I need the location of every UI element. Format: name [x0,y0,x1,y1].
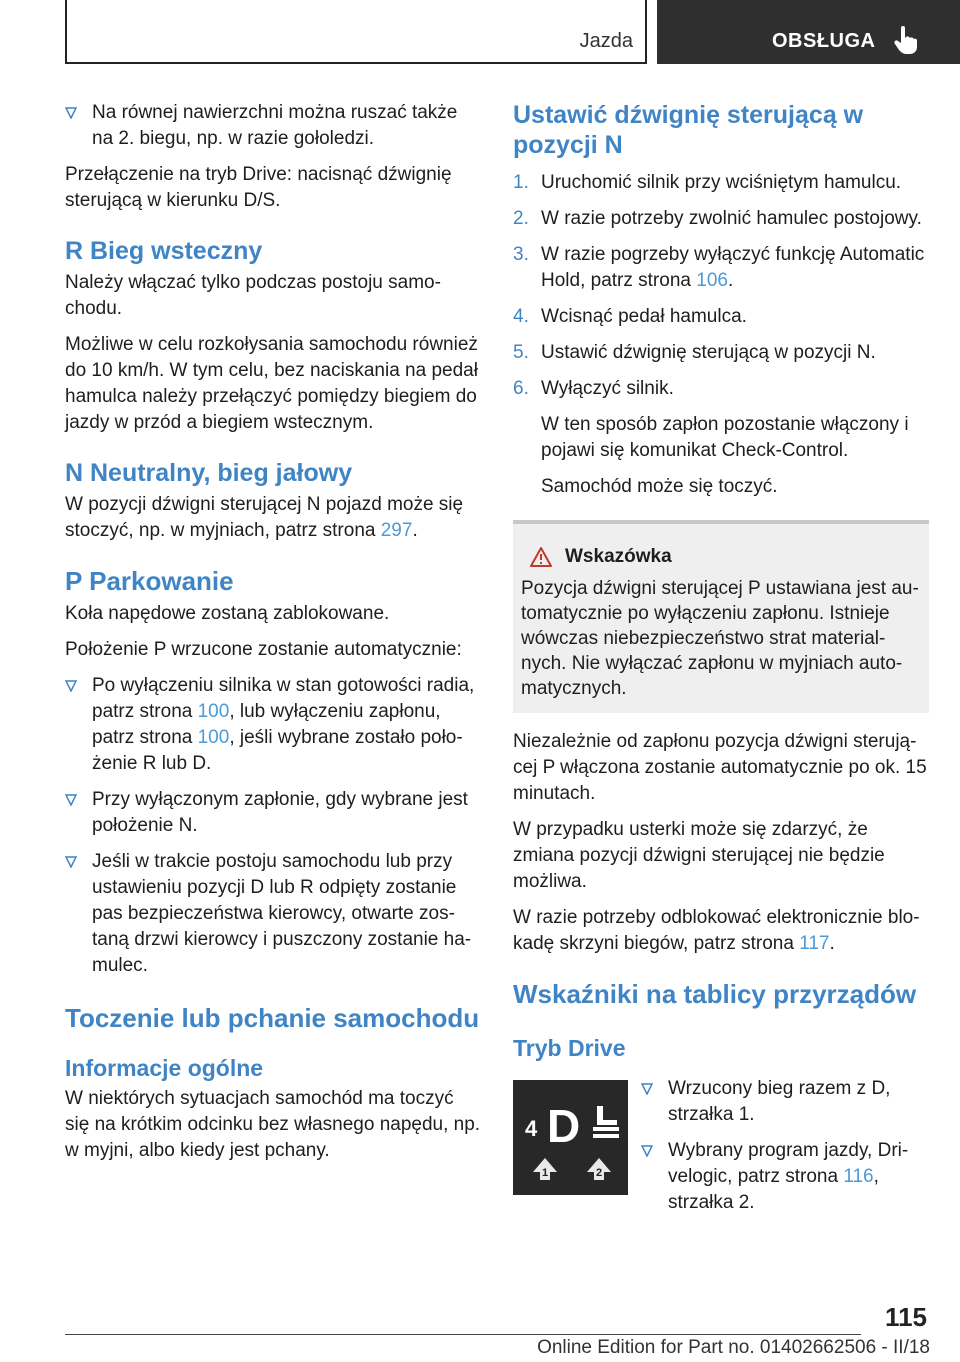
section-heading: Toczenie lub pchanie samochodu [65,1003,480,1033]
arrow-2-icon [587,1158,611,1180]
triangle-bullet-icon [641,1145,653,1157]
gear-number: 4 [525,1116,538,1141]
left-column [65,100,483,1174]
gear-display-graphic [513,1080,628,1195]
section-heading: R Bieg wsteczny [65,237,263,265]
paragraph: Niezależnie od zapłonu pozycja dźwigni sterują-cej P włączona zostanie automatycznie po ok. 15 minutach. [513,731,927,804]
triangle-bullet-icon [641,1083,653,1095]
subsection-heading: Informacje ogólne [65,1055,264,1081]
paragraph: W razie potrzeby odblokować elektronicznie blo-kadę skrzyni biegów, patrz strona 117. [513,907,920,954]
paragraph: Koła napędowe zostaną zablokowane. [65,603,390,624]
list-item: 4. Wcisnąć pedał hamulca. [513,306,747,327]
svg-text:2: 2 [595,1167,603,1179]
page-link[interactable]: 117 [799,933,830,954]
section-heading: Ustawić dźwignię sterującą w pozycji N [513,101,864,159]
svg-text:1: 1 [541,1167,549,1179]
page-link[interactable]: 297 [380,520,413,541]
list-item: Po wyłączeniu silnika w stan gotowości radia, patrz strona 100, lub wyłączeniu zapłonu, patrz strona 100, jeśli wybrane zostało poło-żenie R lub D. [65,673,483,777]
page-number: 115 [885,1302,927,1332]
warning-note [513,520,929,713]
list-item: 1. Uruchomić silnik przy wciśniętym hamulcu. [513,172,902,193]
paragraph: Możliwe w celu rozkołysania samochodu również do 10 km/h. W tym celu, bez naciskania na pedał hamulca należy przełączyć pomiędzy biegiem do jazdy w przód a biegiem wstecznym. [65,334,478,433]
list-item: 2. W razie potrzeby zwolnić hamulec postojowy. [513,208,922,229]
list-item: 5. Ustawić dźwignię sterującą w pozycji N. [513,342,876,363]
gear-letter: D [547,1100,581,1152]
seat-icon [593,1106,619,1138]
drive-mode-figure [513,1076,929,1216]
section-heading: P Parkowanie [65,566,234,596]
chapter-title: Jazda [579,30,633,52]
section-heading: Wskaźniki na tablicy przyrządów [513,979,917,1009]
right-column [513,100,929,1216]
page-link[interactable]: 100 [197,701,230,722]
paragraph: W ten sposób zapłon pozostanie włączony i pojawi się komunikat Check-Control. [541,414,909,461]
paragraph: Przełączenie na tryb Drive: nacisnąć dźwignię sterującą w kierunku D/S. [65,164,452,211]
paragraph: Należy włączać tylko podczas postoju samo-chodu. [65,272,441,319]
page-link[interactable]: 116 [843,1166,874,1187]
warning-triangle-icon [529,546,553,568]
page-link[interactable]: 100 [197,727,230,748]
section-heading: N Neutralny, bieg jałowy [65,459,353,487]
subsection-heading: Tryb Drive [513,1035,626,1061]
section-tab-label: OBSŁUGA [772,30,876,52]
hand-pointer-icon [893,26,919,54]
paragraph: W niektórych sytuacjach samochód ma toczyć się na krótkim odcinku bez własnego napędu, np. w myjni, albo kiedy jest pchany. [65,1088,481,1161]
list-item: Na równej nawierzchni można ruszać także na 2. biegu, np. w razie gołoledzi. [65,100,483,152]
page-link[interactable]: 106 [696,270,728,291]
paragraph: Samochód może się toczyć. [541,476,778,497]
steps-list [513,170,929,402]
header-frame [65,0,647,64]
note-title: Wskazówka [565,546,672,567]
list-item: Wybrany program jazdy, Dri-velogic, patrz strona 116, strzałka 2. [641,1138,929,1216]
triangle-bullet-icon [65,794,77,806]
arrow-1-icon [533,1158,557,1180]
list-item: Jeśli w trakcie postoju samochodu lub przy ustawieniu pozycji D lub R odpięty zostanie pas bezpieczeństwa kierowcy, otwarte zos-taną drzwi kierowcy i puszczony zostanie ha-mulec. [65,849,483,979]
footer-divider [65,1334,861,1335]
drive-mode-list [641,1076,929,1226]
triangle-bullet-icon [65,680,77,692]
paragraph: Położenie P wrzucone zostanie automatycznie: [65,639,462,660]
list-item: Wrzucony bieg razem z D, strzałka 1. [641,1076,929,1128]
list-item: Przy wyłączonym zapłonie, gdy wybrane jest położenie N. [65,787,483,839]
note-text: Pozycja dźwigni sterującej P ustawiana jest au-tomatycznie po wyłączeniu zapłonu. Istnieje wówczas niebezpieczeństwo strat material-nych. Nie wyłączać zapłonu w myjniach auto-matycznych. [521,578,919,699]
instrument-cluster-image [513,1080,628,1195]
list-item: 6. Wyłączyć silnik. [513,378,674,399]
paragraph: W przypadku usterki może się zdarzyć, że zmiana pozycji dźwigni sterującej nie będzie możliwa. [513,819,885,892]
paragraph: W pozycji dźwigni sterującej N pojazd może się stoczyć, np. w myjniach, patrz strona 297. [65,494,464,541]
edition-footer: Online Edition for Part no. 01402662506 - II/18 [537,1337,930,1358]
list-item: 3. W razie pogrzeby wyłączyć funkcję Automatic Hold, patrz strona 106. [513,244,925,291]
triangle-bullet-icon [65,107,77,119]
triangle-bullet-icon [65,856,77,868]
